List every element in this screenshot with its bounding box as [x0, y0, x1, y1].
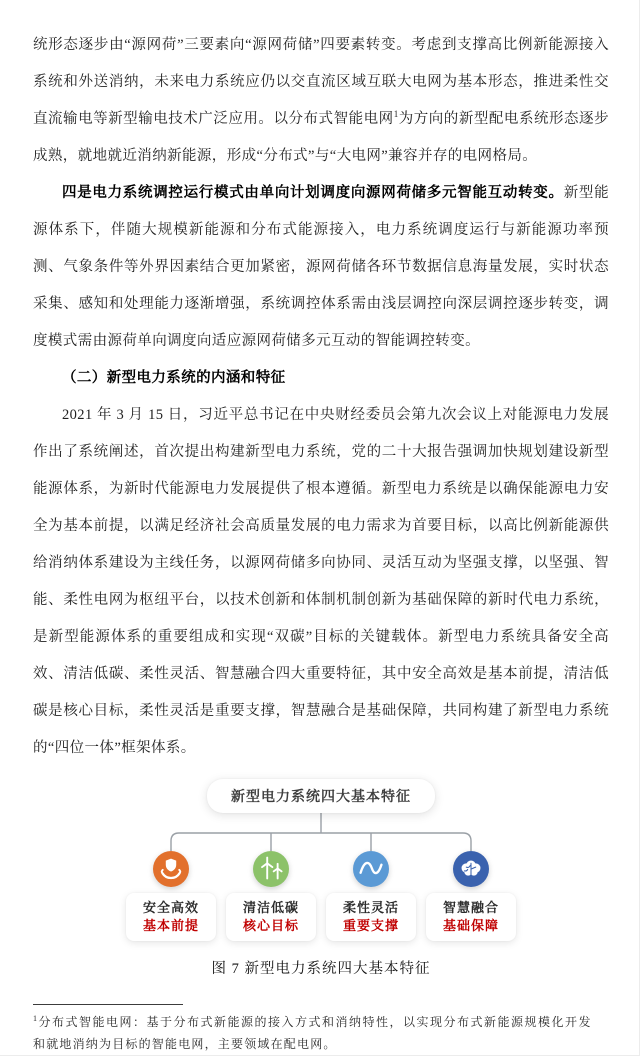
feature-card: [126, 893, 216, 941]
feature-subtitle: 重要支撑: [342, 918, 399, 933]
feature-subtitle: 核心目标: [242, 918, 299, 933]
feature-subtitle: 基础保障: [442, 918, 499, 933]
paragraph-text: 新型能源体系下，伴随大规模新能源和分布式能源接入，电力系统调度运行与新能源功率预测、气象条件等外界因素结合更加紧密，源网荷储各环节数据信息海量发展，实时状态采集、感知和处理能力逐渐增强，系统调控体系需由浅层调控向深层调控逐步转变，调度模式需由源荷单向调度向适应源网荷储多元互动的智能调控转变。: [33, 185, 609, 349]
feature-label: 安全高效: [142, 900, 199, 915]
footnote-section: [33, 1004, 609, 1055]
feature-card: [226, 893, 316, 941]
feature-items-row: [121, 851, 521, 941]
paragraph-lead-bold: 四是电力系统调控运行模式由单向计划调度向源网荷储多元智能互动转变。: [62, 185, 564, 201]
hands-protection-icon: [153, 851, 189, 887]
section-heading: （二）新型电力系统的内涵和特征: [62, 370, 286, 386]
feature-card: [426, 893, 516, 941]
feature-label: 清洁低碳: [242, 900, 299, 915]
paragraph-text: 统形态逐步由“源网荷”三要素向“源网荷储”四要素转变。考虑到支撑高比例新能源接入系统和外送消纳，未来电力系统应仍以交直流区域互联大电网为基本形态，推进柔性交直流输电等新型输电技术广泛应用。以分布式智能电网: [33, 37, 609, 127]
figure-caption: 图 7 新型电力系统四大基本特征: [211, 961, 431, 977]
wind-turbine-icon: [253, 851, 289, 887]
footnote-text: [33, 1011, 592, 1055]
feature-diagram: [121, 779, 521, 941]
paragraph-new-power-system: 2021 年 3 月 15 日，习近平总书记在中央财经委员会第九次会议上对能源电力发展作出了系统阐述，首次提出构建新型电力系统，党的二十大报告强调加快规划建设新型能源体系，为新时代能源电力发展提供了根本遵循。新型电力系统是以确保能源电力安全为基本前提，以满足经济社会高质量发展的电力需求为首要目标，以高比例新能源供给消纳体系建设为主线任务，以源网荷储多向协同、灵活互动为坚强支撑，以坚强、智能、柔性电网为枢纽平台，以技术创新和体制机制创新为基础保障的新时代电力系统，是新型能源体系的重要组成和实现“双碳”目标的关键载体。新型电力系统具备安全高效、清洁低碳、柔性灵活、智慧融合四大重要特征，其中安全高效是基本前提，清洁低碳是核心目标，柔性灵活是重要支撑，智慧融合是基础保障，共同构建了新型电力系统的“四位一体”框架体系。: [33, 407, 609, 756]
feature-subtitle: 基本前提: [142, 918, 199, 933]
sine-wave-icon: [353, 851, 389, 887]
feature-item-smart-integration: [421, 851, 521, 941]
feature-item-safe-efficient: [121, 851, 221, 941]
footnote-body: 分布式智能电网：基于分布式新能源的接入方式和消纳特性，以实现分布式新能源规模化开发和就地消纳为目标的智能电网，主要领域在配电网。: [33, 1015, 592, 1051]
paragraph-text: 为方向的新型配电系统形态逐步成熟，就地就近消纳新能源，形成“分布式”与“大电网”兼容并存的电网格局。: [33, 111, 609, 164]
feature-card: [326, 893, 416, 941]
paragraph-grid-form: [33, 27, 609, 175]
feature-label: 柔性灵活: [342, 900, 399, 915]
footnote-divider: [33, 1004, 183, 1005]
feature-label: 智慧融合: [442, 900, 499, 915]
connector-lines: [121, 813, 521, 851]
diagram-title: 新型电力系统四大基本特征: [207, 779, 435, 813]
paragraph-dispatch-mode: [33, 175, 609, 360]
figure-four-features: [33, 779, 609, 978]
feature-item-flexible: [321, 851, 421, 941]
feature-item-clean-lowcarbon: [221, 851, 321, 941]
footnote-reference: 1: [393, 109, 399, 120]
brain-icon: [453, 851, 489, 887]
footnote-number: 1: [33, 1014, 39, 1023]
